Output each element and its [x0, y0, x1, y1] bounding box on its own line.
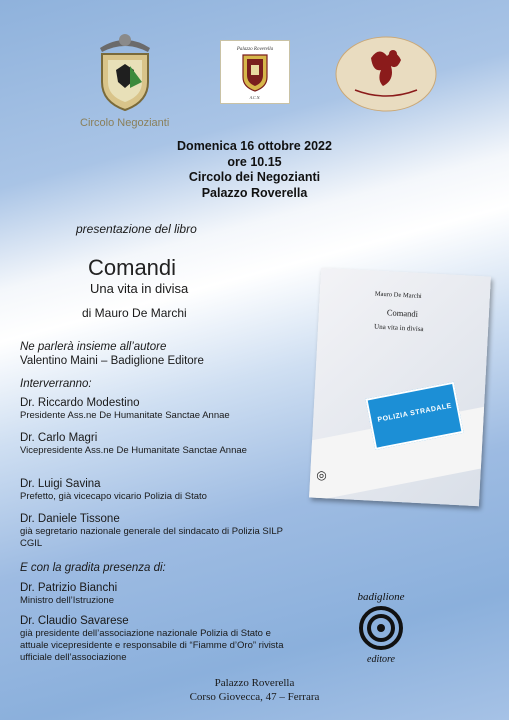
speaker-role: Prefetto, già vicecapo vicario Polizia di Stato: [20, 491, 207, 502]
speaker-name: Dr. Daniele Tissone: [20, 513, 120, 525]
de-humanitate-sanctae-annae-logo: [335, 36, 437, 112]
cover-sign-text: POLIZIA STRADALE: [377, 402, 453, 424]
speaker-intro-line2: Valentino Maini – Badiglione Editore: [20, 355, 204, 367]
accademia-roverella-logo: [220, 40, 290, 104]
book-subtitle: Una vita in divisa: [90, 281, 189, 296]
interventions-label: Interverranno:: [20, 378, 92, 390]
speaker-item: [20, 396, 300, 422]
footer-line1: Palazzo Roverella: [214, 677, 295, 689]
event-date: Domenica 16 ottobre 2022: [177, 139, 332, 153]
speaker-role: Vicepresidente Ass.ne De Humanitate Sanctae Annae: [20, 445, 247, 456]
svg-text:A.C.N.: A.C.N.: [249, 95, 261, 100]
speaker-intro: [20, 340, 300, 368]
circolo-negozianti-label: Circolo Negozianti: [80, 117, 170, 129]
svg-text:editore: editore: [367, 654, 395, 665]
book-author: di Mauro De Marchi: [82, 306, 187, 320]
publisher-spiral-icon: ◎: [315, 467, 328, 483]
guest-role: Ministro dell’Istruzione: [20, 595, 114, 606]
book-cover-image: [309, 268, 491, 507]
guest-item: [20, 614, 292, 664]
circolo-negozianti-crest-logo: [92, 30, 158, 112]
speaker-item: [20, 512, 295, 550]
speaker-role: Presidente Ass.ne De Humanitate Sanctae Annae: [20, 410, 230, 421]
badiglione-editore-logo: [345, 588, 417, 668]
speaker-item: [20, 477, 300, 503]
speaker-name: Dr. Luigi Savina: [20, 478, 101, 490]
presence-label: E con la gradita presenza di:: [20, 562, 166, 574]
cover-author: Mauro De Marchi: [374, 290, 422, 301]
guest-name: Dr. Patrizio Bianchi: [20, 582, 118, 594]
event-header: [0, 139, 509, 201]
cover-subtitle: Una vita in divisa: [373, 322, 424, 334]
speaker-name: Dr. Carlo Magri: [20, 432, 98, 444]
speaker-role: già segretario nazionale generale del sindacato di Polizia SILP CGIL: [20, 526, 283, 549]
book-presentation-label: presentazione del libro: [76, 222, 197, 236]
guest-item: [20, 581, 300, 607]
speaker-item: [20, 431, 275, 457]
footer-line2: Corso Giovecca, 47 – Ferrara: [189, 691, 320, 703]
speaker-name: Dr. Riccardo Modestino: [20, 397, 140, 409]
guest-role: già presidente dell’associazione nazionale Polizia di Stato e attuale vicepresidente e responsabile di “Fiamme d’Oro” rivista ufficiale dell’associazione: [20, 628, 284, 663]
event-building: Palazzo Roverella: [201, 185, 308, 200]
footer-address: [0, 676, 509, 704]
speaker-intro-line1: Ne parlerà insieme all’autore: [20, 341, 167, 353]
event-time: ore 10.15: [227, 154, 282, 169]
svg-text:Palazzo Roverella: Palazzo Roverella: [236, 47, 274, 52]
guest-name: Dr. Claudio Savarese: [20, 615, 129, 627]
svg-text:badiglione: badiglione: [357, 591, 405, 603]
event-venue: Circolo dei Negozianti: [188, 170, 321, 184]
cover-title: Comandi: [386, 307, 419, 319]
book-title: Comandi: [88, 255, 177, 280]
